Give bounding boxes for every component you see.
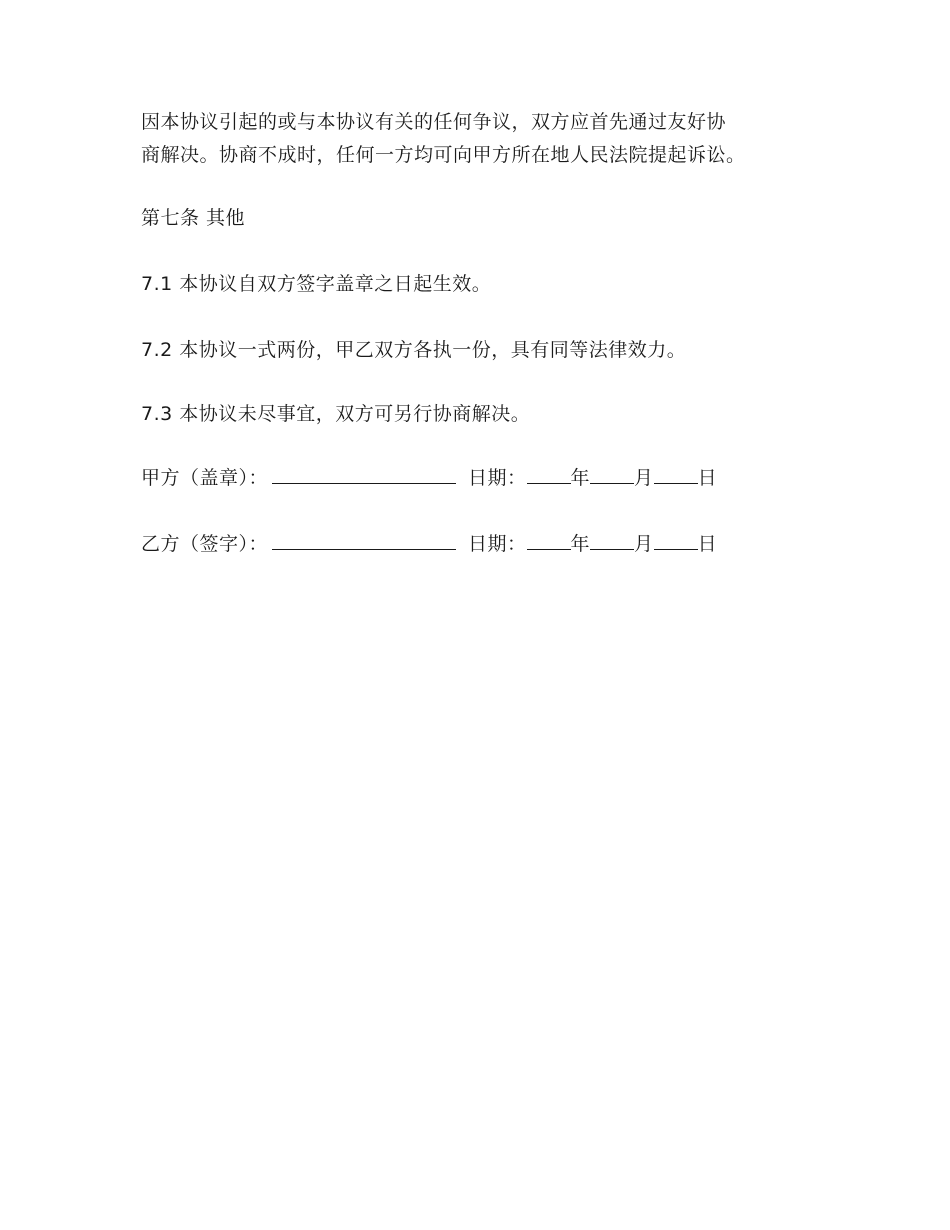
party-a-seal-blank[interactable] [272, 465, 456, 484]
party-a-year-blank[interactable] [527, 465, 571, 484]
clause-7-1: 7.1 本协议自双方签字盖章之日起生效。 [141, 273, 492, 295]
party-b-signature-blank[interactable] [272, 531, 456, 550]
clause-7-2: 7.2 本协议一式两份，甲乙双方各执一份，具有同等法律效力。 [141, 339, 687, 361]
article-7-heading: 第七条 其他 [141, 207, 246, 229]
party-a-day-blank[interactable] [654, 465, 698, 484]
party-b-label: 乙方（签字）： [141, 533, 269, 555]
party-a-label: 甲方（盖章）： [141, 467, 269, 489]
clause-7-3: 7.3 本协议未尽事宜，双方可另行协商解决。 [141, 403, 531, 425]
month-label: 月 [634, 467, 654, 489]
party-b-day-blank[interactable] [654, 531, 698, 550]
dispute-clause-line-2: 商解决。协商不成时，任何一方均可向甲方所在地人民法院提起诉讼。 [141, 144, 746, 166]
year-label: 年 [570, 533, 591, 555]
party-a-month-blank[interactable] [590, 465, 634, 484]
month-label: 月 [634, 533, 654, 555]
date-label: 日期： [468, 533, 527, 555]
year-label: 年 [570, 467, 591, 489]
date-label: 日期： [468, 467, 527, 489]
day-label: 日 [697, 467, 718, 489]
party-b-year-blank[interactable] [527, 531, 571, 550]
party-a-signature-row [141, 464, 717, 492]
party-b-signature-row [141, 530, 717, 558]
day-label: 日 [697, 533, 718, 555]
party-b-month-blank[interactable] [590, 531, 634, 550]
dispute-clause-line-1: 因本协议引起的或与本协议有关的任何争议，双方应首先通过友好协 [141, 111, 727, 133]
